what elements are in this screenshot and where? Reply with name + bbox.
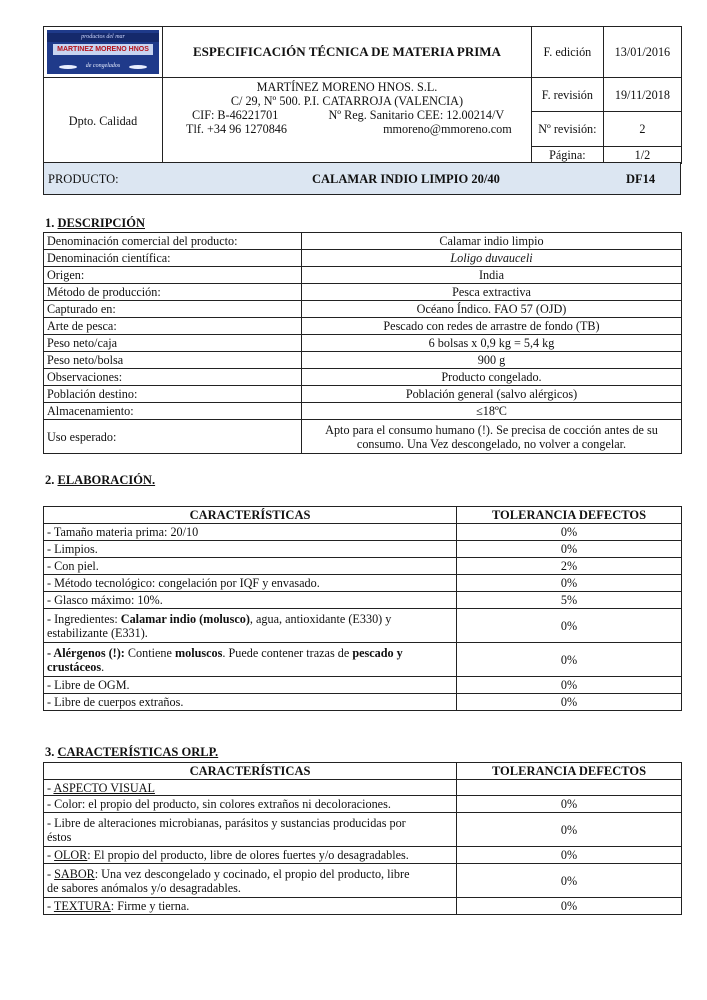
allergen-molluscs: moluscos bbox=[174, 645, 223, 660]
tolerance: 0% bbox=[457, 847, 682, 864]
tolerance: 0% bbox=[457, 524, 682, 541]
taste-line-2: de sabores anómalos y/o desagradables. bbox=[47, 880, 241, 895]
row-value: Población general (salvo alérgicos) bbox=[302, 386, 682, 403]
tolerance: 0% bbox=[457, 813, 682, 847]
elaboration-table bbox=[43, 506, 682, 711]
page-value: 1/2 bbox=[603, 147, 681, 164]
page-label: Página: bbox=[531, 147, 603, 164]
row-key: Peso neto/caja bbox=[44, 335, 302, 352]
document-title: ESPECIFICACIÓN TÉCNICA DE MATERIA PRIMA bbox=[163, 27, 532, 78]
table-row bbox=[44, 335, 682, 352]
tolerance: 0% bbox=[457, 898, 682, 915]
table-row bbox=[44, 284, 682, 301]
table-row bbox=[44, 524, 682, 541]
table-row bbox=[44, 369, 682, 386]
table-row bbox=[44, 592, 682, 609]
table-row bbox=[44, 250, 682, 267]
characteristic-taste: - SABOR: Una vez descongelado y cocinado, el propio del producto, libre de sabores anómalos y/o desagradables. bbox=[44, 864, 457, 898]
row-key: Peso neto/bolsa bbox=[44, 352, 302, 369]
row-key: Uso esperado: bbox=[44, 420, 302, 454]
table-row bbox=[44, 386, 682, 403]
description-table bbox=[43, 232, 682, 454]
table-row bbox=[44, 677, 682, 694]
section-title: ELABORACIÓN. bbox=[57, 473, 156, 487]
product-name: CALAMAR INDIO LIMPIO 20/40 bbox=[312, 172, 500, 186]
characteristic-texture: - TEXTURA: Firme y tierna. bbox=[44, 898, 457, 915]
company-name: MARTÍNEZ MORENO HNOS. S.L. bbox=[256, 80, 438, 94]
row-value: Océano Índico. FAO 57 (OJD) bbox=[302, 301, 682, 318]
row-key: Almacenamiento: bbox=[44, 403, 302, 420]
use-line-1: Apto para el consumo humano (!). Se precisa de cocción antes de su bbox=[325, 422, 658, 437]
department: Dpto. Calidad bbox=[44, 78, 163, 164]
smell-label: OLOR bbox=[54, 848, 88, 862]
company-email[interactable]: mmoreno@mmoreno.com bbox=[383, 122, 512, 136]
tolerance: 0% bbox=[457, 677, 682, 694]
table-row bbox=[44, 233, 682, 250]
column-header: CARACTERÍSTICAS bbox=[44, 507, 457, 524]
table-row bbox=[44, 898, 682, 915]
table-header-row bbox=[44, 507, 682, 524]
row-value: Calamar indio limpio bbox=[302, 233, 682, 250]
tolerance: 0% bbox=[457, 796, 682, 813]
section-elaboration-heading bbox=[45, 473, 155, 488]
row-key: Método de producción: bbox=[44, 284, 302, 301]
micro-line-1: - Libre de alteraciones microbianas, parásitos y sustancias producidas por bbox=[47, 815, 406, 830]
revision-date-label: F. revisión bbox=[531, 78, 603, 112]
logo-name-text: MARTINEZ MORENO HNOS bbox=[53, 44, 153, 55]
tolerance: 0% bbox=[457, 541, 682, 558]
row-value: ≤18ºC bbox=[302, 403, 682, 420]
company-address: C/ 29, Nº 500. P.I. CATARROJA (VALENCIA) bbox=[230, 94, 464, 108]
ingredients-line-2: estabilizante (E331). bbox=[47, 625, 148, 640]
characteristic-color: - Color: el propio del producto, sin colores extraños ni decoloraciones. bbox=[44, 796, 457, 813]
texture-text: : Firme y tierna. bbox=[110, 899, 190, 913]
column-header: TOLERANCIA DEFECTOS bbox=[457, 507, 682, 524]
characteristic: - Limpios. bbox=[44, 541, 457, 558]
column-header: CARACTERÍSTICAS bbox=[44, 763, 457, 780]
table-row bbox=[44, 403, 682, 420]
characteristic: - Libre de cuerpos extraños. bbox=[44, 694, 457, 711]
characteristic-smell: - OLOR: El propio del producto, libre de olores fuertes y/o desagradables. bbox=[44, 847, 457, 864]
table-row bbox=[44, 643, 682, 677]
product-code: DF14 bbox=[626, 172, 656, 186]
row-key: Observaciones: bbox=[44, 369, 302, 386]
taste-label: SABOR bbox=[54, 866, 95, 881]
taste-text: : Una vez descongelado y cocinado, el propio del producto, libre bbox=[94, 866, 410, 881]
row-value: Producto congelado. bbox=[302, 369, 682, 386]
ingredients-prefix: - Ingredientes: bbox=[47, 611, 121, 626]
tolerance bbox=[457, 780, 682, 796]
row-value: 6 bolsas x 0,9 kg = 5,4 kg bbox=[302, 335, 682, 352]
table-row bbox=[44, 780, 682, 796]
characteristic-allergens bbox=[44, 643, 457, 677]
tolerance: 2% bbox=[457, 558, 682, 575]
use-line-2: consumo. Una Vez descongelado, no volver a congelar. bbox=[356, 436, 627, 451]
allergens-label: - Alérgenos (!): bbox=[47, 645, 128, 660]
revision-number-value: 2 bbox=[603, 112, 681, 147]
characteristic-ingredients bbox=[44, 609, 457, 643]
row-key: Población destino: bbox=[44, 386, 302, 403]
allergens-text: . Puede contener trazas de bbox=[222, 645, 353, 660]
table-row bbox=[44, 796, 682, 813]
product-bar bbox=[43, 162, 681, 195]
table-row bbox=[44, 420, 682, 454]
micro-line-2: éstos bbox=[47, 829, 72, 844]
tolerance: 5% bbox=[457, 592, 682, 609]
logo-bottom-text: de congelados bbox=[85, 63, 121, 69]
document-header bbox=[43, 26, 682, 164]
tolerance: 0% bbox=[457, 609, 682, 643]
row-value: Loligo duvauceli bbox=[302, 250, 682, 267]
section-title: CARACTERÍSTICAS ORLP. bbox=[57, 745, 219, 759]
table-row bbox=[44, 267, 682, 284]
section-orlp-heading bbox=[45, 745, 218, 760]
allergen-fish: pescado y bbox=[352, 645, 403, 660]
tolerance: 0% bbox=[457, 575, 682, 592]
table-row bbox=[44, 318, 682, 335]
company-cif: CIF: B-46221701 bbox=[192, 108, 279, 122]
row-value: Pesca extractiva bbox=[302, 284, 682, 301]
characteristic: - Tamaño materia prima: 20/10 bbox=[44, 524, 457, 541]
table-row bbox=[44, 847, 682, 864]
row-value: India bbox=[302, 267, 682, 284]
characteristic: - Glasco máximo: 10%. bbox=[44, 592, 457, 609]
table-row bbox=[44, 813, 682, 847]
column-header: TOLERANCIA DEFECTOS bbox=[457, 763, 682, 780]
logo-top-text: productos del mar bbox=[47, 33, 159, 42]
row-key: Capturado en: bbox=[44, 301, 302, 318]
revision-date-value: 19/11/2018 bbox=[603, 78, 681, 112]
edition-date-value: 13/01/2016 bbox=[603, 27, 681, 78]
visual-heading-label: ASPECTO VISUAL bbox=[53, 780, 155, 795]
table-row bbox=[44, 558, 682, 575]
company-logo bbox=[47, 30, 159, 74]
row-value bbox=[302, 420, 682, 454]
section-description-heading bbox=[45, 216, 145, 231]
table-row bbox=[44, 575, 682, 592]
revision-number-label: Nº revisión: bbox=[531, 112, 603, 147]
row-key: Denominación comercial del producto: bbox=[44, 233, 302, 250]
section-title: DESCRIPCIÓN bbox=[57, 216, 146, 230]
texture-label: TEXTURA bbox=[53, 899, 111, 913]
ingredients-main: Calamar indio (molusco) bbox=[120, 611, 250, 626]
table-row bbox=[44, 541, 682, 558]
visual-heading: - ASPECTO VISUAL bbox=[44, 780, 457, 796]
row-key: Denominación científica: bbox=[44, 250, 302, 267]
section-number: 2. bbox=[45, 473, 55, 487]
table-row bbox=[44, 609, 682, 643]
edition-date-label: F. edición bbox=[531, 27, 603, 78]
allergen-crustaceans: crustáceos bbox=[47, 659, 102, 674]
row-key: Origen: bbox=[44, 267, 302, 284]
table-row bbox=[44, 301, 682, 318]
allergens-end: . bbox=[101, 659, 105, 674]
table-row bbox=[44, 864, 682, 898]
row-key: Arte de pesca: bbox=[44, 318, 302, 335]
company-phone: Tlf. +34 96 1270846 bbox=[186, 122, 287, 136]
tolerance: 0% bbox=[457, 864, 682, 898]
row-value: 900 g bbox=[302, 352, 682, 369]
table-header-row bbox=[44, 763, 682, 780]
section-number: 1. bbox=[45, 216, 55, 230]
orlp-table bbox=[43, 762, 682, 915]
ingredients-rest: , agua, antioxidante (E330) y bbox=[249, 611, 392, 626]
table-row bbox=[44, 352, 682, 369]
company-logo-cell bbox=[44, 27, 163, 78]
allergens-text: Contiene bbox=[127, 645, 175, 660]
table-row bbox=[44, 694, 682, 711]
characteristic-microbial bbox=[44, 813, 457, 847]
characteristic: - Método tecnológico: congelación por IQF y envasado. bbox=[44, 575, 457, 592]
characteristic: - Con piel. bbox=[44, 558, 457, 575]
characteristic: - Libre de OGM. bbox=[44, 677, 457, 694]
product-label: PRODUCTO: bbox=[48, 172, 119, 186]
tolerance: 0% bbox=[457, 643, 682, 677]
row-value: Pescado con redes de arrastre de fondo (TB) bbox=[302, 318, 682, 335]
company-info bbox=[163, 78, 532, 164]
smell-text: : El propio del producto, libre de olores fuertes y/o desagradables. bbox=[87, 848, 409, 862]
company-sanitary-reg: Nº Reg. Sanitario CEE: 12.00214/V bbox=[328, 108, 505, 122]
section-number: 3. bbox=[45, 745, 55, 759]
tolerance: 0% bbox=[457, 694, 682, 711]
